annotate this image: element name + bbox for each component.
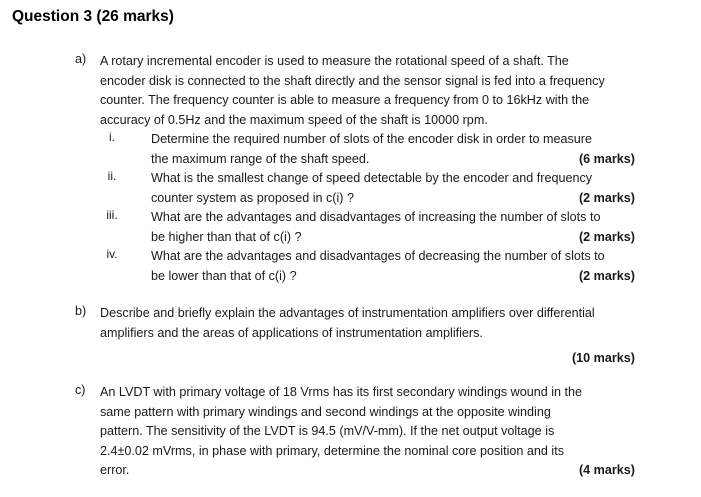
subquestion-text: What are the advantages and disadvantages of decreasing the number of slots to <box>151 249 605 263</box>
subquestion-text: Determine the required number of slots of the encoder disk in order to measure <box>151 132 593 146</box>
part-a-letter: a) <box>75 52 87 66</box>
subquestion-iv <box>100 247 635 286</box>
part-a-intro <box>100 52 635 130</box>
part-b-line: Describe and briefly explain the advantages of instrumentation amplifiers over differential <box>100 306 595 320</box>
subquestion-i <box>100 130 635 169</box>
part-c-letter: c) <box>75 383 86 397</box>
subquestion-number: iv. <box>106 247 118 261</box>
subquestion-text: counter system as proposed in c(i) ? <box>151 190 354 205</box>
part-a-intro-line: counter. The frequency counter is able to measure a frequency from 0 to 16kHz with the <box>100 93 590 107</box>
marks-label: (2 marks) <box>578 190 635 205</box>
part-a <box>75 52 635 286</box>
part-a-intro-line: encoder disk is connected to the shaft directly and the sensor signal is fed into a frequency <box>100 73 605 88</box>
subquestion-iii <box>100 208 635 247</box>
subquestion-text: be lower than that of c(i) ? <box>151 268 297 283</box>
subquestion-number: iii. <box>106 208 118 222</box>
question-title: Question 3 (26 marks) <box>12 8 174 25</box>
part-c <box>75 383 635 481</box>
part-c-line: same pattern with primary windings and second windings at the opposite winding <box>100 404 551 419</box>
part-b-line: amplifiers and the areas of applications of instrumentation amplifiers. <box>100 325 483 340</box>
marks-label: (2 marks) <box>578 229 635 244</box>
subquestion-text: What are the advantages and disadvantages of increasing the number of slots to <box>151 210 601 224</box>
marks-label: (4 marks) <box>578 463 635 477</box>
part-b-letter: b) <box>75 304 87 318</box>
subquestion-text: be higher than that of c(i) ? <box>151 229 302 244</box>
part-a-intro-line: A rotary incremental encoder is used to measure the rotational speed of a shaft. The <box>100 54 569 68</box>
part-a-intro-line: accuracy of 0.5Hz and the maximum speed of the shaft is 10000 rpm. <box>100 112 488 127</box>
part-c-line: 2.4±0.02 mVrms, in phase with primary, determine the nominal core position and its <box>100 443 565 458</box>
part-b <box>75 304 635 369</box>
subquestion-number: i. <box>109 130 115 144</box>
subquestion-text: What is the smallest change of speed detectable by the encoder and frequency <box>151 171 593 185</box>
part-c-line: error. <box>100 463 130 477</box>
marks-label: (10 marks) <box>571 351 635 365</box>
part-c-line: pattern. The sensitivity of the LVDT is 94.5 (mV/V-mm). If the net output voltage is <box>100 424 555 438</box>
marks-label: (6 marks) <box>578 151 635 166</box>
subquestion-ii <box>100 169 635 208</box>
part-c-line: An LVDT with primary voltage of 18 Vrms has its first secondary windings wound in the <box>100 385 583 399</box>
subquestion-number: ii. <box>107 169 117 183</box>
subquestion-text: the maximum range of the shaft speed. <box>151 151 370 166</box>
marks-label: (2 marks) <box>578 268 635 283</box>
